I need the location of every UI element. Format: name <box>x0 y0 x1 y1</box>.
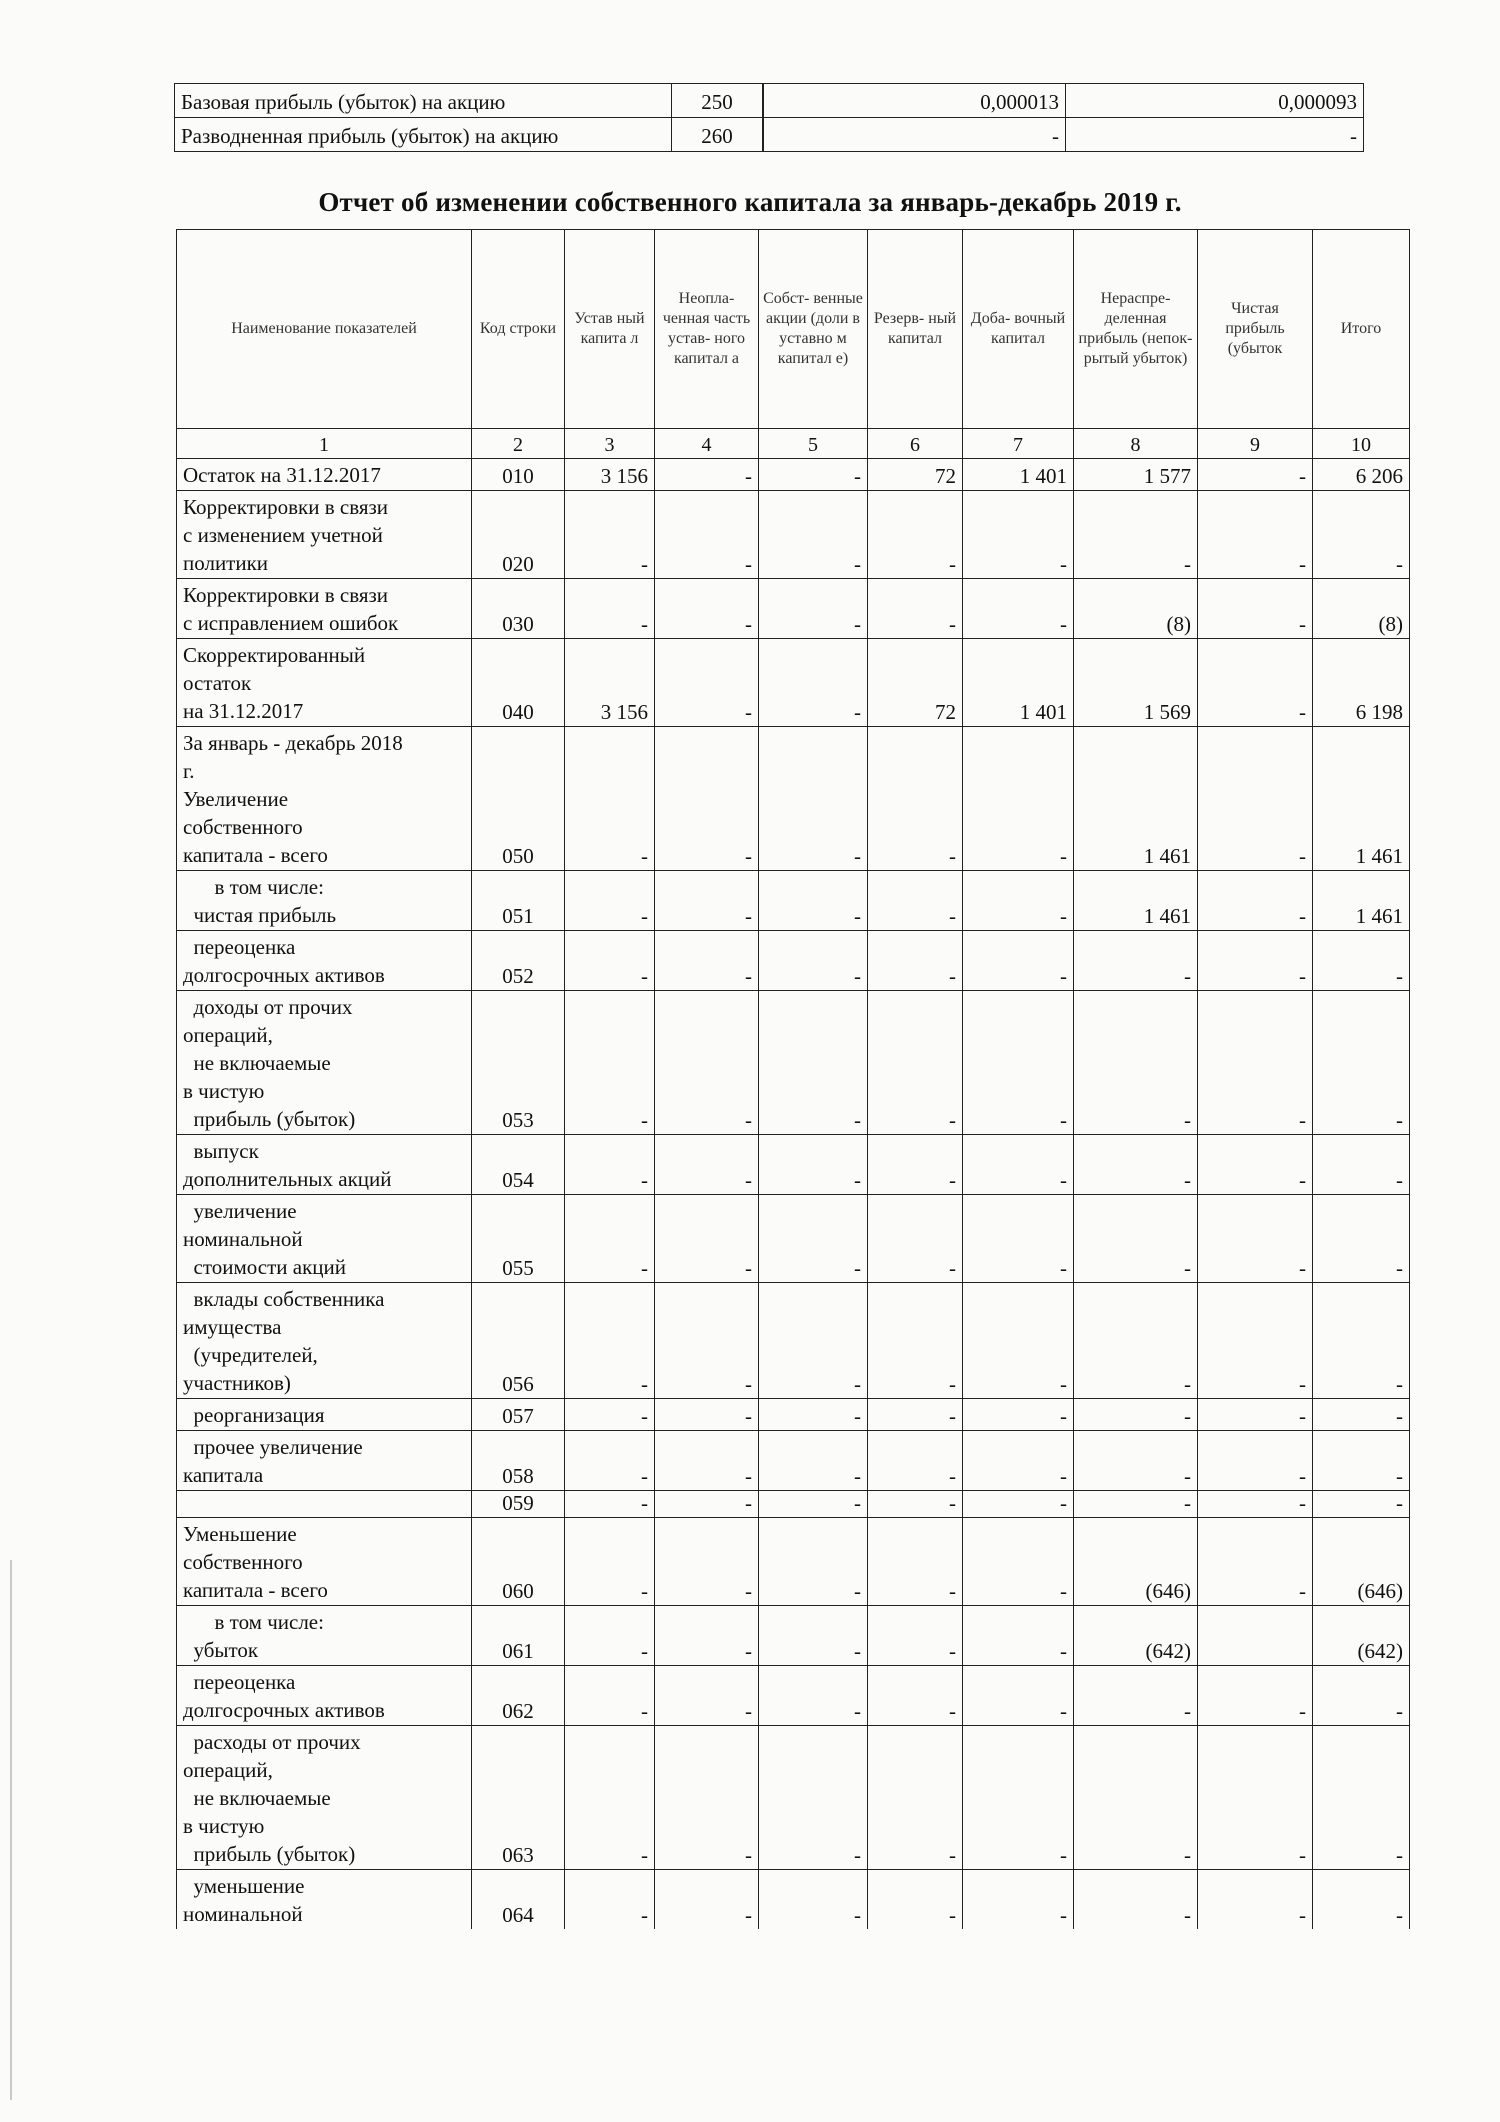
row-value: - <box>1198 1399 1313 1431</box>
row-value: - <box>1198 1491 1313 1518</box>
scan-edge-line <box>10 1560 12 2100</box>
row-value: - <box>759 1491 868 1518</box>
table-row <box>177 579 1410 639</box>
row-value: - <box>868 1135 963 1195</box>
row-value: - <box>565 579 655 639</box>
row-value: - <box>1313 1431 1410 1491</box>
equity-changes-table <box>176 229 1410 1929</box>
row-value: - <box>1074 931 1198 991</box>
row-value: - <box>868 1491 963 1518</box>
row-value: - <box>655 1195 759 1283</box>
table-row <box>177 1726 1410 1870</box>
row-value: - <box>868 491 963 579</box>
row-value: - <box>759 1518 868 1606</box>
row-value: - <box>655 491 759 579</box>
column-header: Код строки <box>472 230 565 429</box>
row-code: 063 <box>472 1726 565 1870</box>
row-name: в том числе: чистая прибыль <box>177 871 472 931</box>
row-code: 020 <box>472 491 565 579</box>
row-value: - <box>1313 491 1410 579</box>
row-value: - <box>655 871 759 931</box>
eps-previous-value: - <box>1066 118 1364 152</box>
row-code: 055 <box>472 1195 565 1283</box>
row-value: - <box>565 491 655 579</box>
row-value: - <box>963 1518 1074 1606</box>
row-value: - <box>1313 1666 1410 1726</box>
eps-row <box>175 84 1364 118</box>
column-header: Итого <box>1313 230 1410 429</box>
row-value: - <box>1313 1726 1410 1870</box>
table-row <box>177 1399 1410 1431</box>
row-value: - <box>868 931 963 991</box>
row-value: 72 <box>868 459 963 491</box>
row-value: - <box>868 1283 963 1399</box>
row-value: 1 401 <box>963 459 1074 491</box>
table-row <box>177 727 1410 871</box>
row-value: - <box>759 579 868 639</box>
column-header: Собст- венные акции (доли в уставно м капитал е) <box>759 230 868 429</box>
row-value: - <box>963 579 1074 639</box>
row-value: - <box>1198 1431 1313 1491</box>
row-name: реорганизация <box>177 1399 472 1431</box>
column-number-row <box>177 429 1410 459</box>
row-value: - <box>868 1431 963 1491</box>
row-value: - <box>565 1491 655 1518</box>
row-code: 062 <box>472 1666 565 1726</box>
eps-name: Базовая прибыль (убыток) на акцию <box>175 84 672 118</box>
row-value: - <box>868 579 963 639</box>
row-value: - <box>759 931 868 991</box>
row-value: - <box>963 1606 1074 1666</box>
row-value: - <box>1198 727 1313 871</box>
column-header: Устав ный капита л <box>565 230 655 429</box>
row-value: - <box>655 639 759 727</box>
row-value: - <box>565 1606 655 1666</box>
row-code: 053 <box>472 991 565 1135</box>
row-value: - <box>565 1726 655 1870</box>
row-name: в том числе: убыток <box>177 1606 472 1666</box>
row-value: - <box>1198 459 1313 491</box>
row-value: - <box>868 1399 963 1431</box>
table-row <box>177 1431 1410 1491</box>
row-value: - <box>1313 931 1410 991</box>
row-value: - <box>963 1431 1074 1491</box>
row-value: - <box>963 1666 1074 1726</box>
row-value: - <box>655 1870 759 1930</box>
row-value: - <box>963 727 1074 871</box>
table-row <box>177 1195 1410 1283</box>
row-name: Скорректированный остаток на 31.12.2017 <box>177 639 472 727</box>
row-value: - <box>1198 491 1313 579</box>
column-number: 5 <box>759 429 868 459</box>
column-number: 4 <box>655 429 759 459</box>
row-name <box>177 1491 472 1518</box>
row-value: - <box>1198 1195 1313 1283</box>
row-code: 050 <box>472 727 565 871</box>
table-row <box>177 639 1410 727</box>
row-value: - <box>963 991 1074 1135</box>
row-value: - <box>1313 1491 1410 1518</box>
row-value: - <box>1074 991 1198 1135</box>
row-value: - <box>655 459 759 491</box>
table-row <box>177 1491 1410 1518</box>
row-code: 060 <box>472 1518 565 1606</box>
column-header: Неопла- ченная часть устав- ного капитал а <box>655 230 759 429</box>
row-value: 6 198 <box>1313 639 1410 727</box>
row-name: переоценка долгосрочных активов <box>177 931 472 991</box>
row-value: - <box>655 1399 759 1431</box>
row-value: - <box>655 1726 759 1870</box>
row-value: (8) <box>1313 579 1410 639</box>
row-value: - <box>868 1666 963 1726</box>
row-value: - <box>963 1726 1074 1870</box>
row-name: уменьшение номинальной <box>177 1870 472 1930</box>
row-value: 1 461 <box>1074 871 1198 931</box>
row-value: - <box>1074 1431 1198 1491</box>
row-value: - <box>655 1491 759 1518</box>
eps-current-value: - <box>764 118 1066 152</box>
row-value: - <box>565 1399 655 1431</box>
row-value: - <box>1198 1870 1313 1930</box>
row-value: - <box>565 931 655 991</box>
row-value: - <box>655 1283 759 1399</box>
row-value: - <box>1198 1283 1313 1399</box>
eps-previous-value: 0,000093 <box>1066 84 1364 118</box>
row-name: Корректировки в связи с исправлением ошибок <box>177 579 472 639</box>
table-row <box>177 1135 1410 1195</box>
row-value: - <box>1074 1399 1198 1431</box>
table-row <box>177 1518 1410 1606</box>
row-value: - <box>655 931 759 991</box>
row-value: - <box>655 1431 759 1491</box>
table-row <box>177 491 1410 579</box>
column-number: 1 <box>177 429 472 459</box>
row-value: 1 577 <box>1074 459 1198 491</box>
table-row <box>177 1666 1410 1726</box>
row-value: - <box>565 1431 655 1491</box>
row-name: выпуск дополнительных акций <box>177 1135 472 1195</box>
row-value: - <box>1198 1666 1313 1726</box>
column-number: 10 <box>1313 429 1410 459</box>
row-value: 1 461 <box>1074 727 1198 871</box>
row-value: - <box>868 1606 963 1666</box>
row-value: - <box>868 1870 963 1930</box>
eps-name: Разводненная прибыль (убыток) на акцию <box>175 118 672 152</box>
row-value: - <box>1074 1666 1198 1726</box>
eps-code: 260 <box>672 118 763 152</box>
row-value: - <box>1313 1195 1410 1283</box>
row-value: - <box>759 871 868 931</box>
row-value: - <box>565 991 655 1135</box>
row-value: (642) <box>1074 1606 1198 1666</box>
row-value: - <box>1074 1195 1198 1283</box>
earnings-per-share-table <box>174 83 1364 152</box>
row-value: - <box>655 1518 759 1606</box>
row-value: 1 461 <box>1313 871 1410 931</box>
row-value: (646) <box>1074 1518 1198 1606</box>
eps-row <box>175 118 1364 152</box>
row-value: 1 569 <box>1074 639 1198 727</box>
row-value: 6 206 <box>1313 459 1410 491</box>
row-name: Уменьшение собственного капитала - всего <box>177 1518 472 1606</box>
row-code: 030 <box>472 579 565 639</box>
row-value: - <box>759 1606 868 1666</box>
eps-current-value: 0,000013 <box>764 84 1066 118</box>
row-name: За январь - декабрь 2018 г. Увеличение собственного капитала - всего <box>177 727 472 871</box>
row-value: - <box>963 1195 1074 1283</box>
row-value: - <box>868 1195 963 1283</box>
row-value: - <box>565 1283 655 1399</box>
row-value: - <box>1313 1283 1410 1399</box>
column-header: Резерв- ный капитал <box>868 230 963 429</box>
column-number: 7 <box>963 429 1074 459</box>
column-header: Наименование показателей <box>177 230 472 429</box>
row-name: Корректировки в связи с изменением учетной политики <box>177 491 472 579</box>
row-name: Остаток на 31.12.2017 <box>177 459 472 491</box>
row-value: - <box>868 871 963 931</box>
row-value: - <box>655 1606 759 1666</box>
row-value: - <box>565 871 655 931</box>
table-header-row <box>177 230 1410 429</box>
row-value: - <box>1198 931 1313 991</box>
row-value: - <box>759 1399 868 1431</box>
table-row <box>177 459 1410 491</box>
row-value: - <box>759 1431 868 1491</box>
row-value: - <box>759 1726 868 1870</box>
row-name: расходы от прочих операций, не включаемые в чистую прибыль (убыток) <box>177 1726 472 1870</box>
column-header: Чистая прибыль (убыток <box>1198 230 1313 429</box>
row-value: - <box>963 491 1074 579</box>
row-value: - <box>759 491 868 579</box>
row-value: - <box>868 1726 963 1870</box>
row-code: 061 <box>472 1606 565 1666</box>
row-value: - <box>655 1666 759 1726</box>
row-value: - <box>1198 579 1313 639</box>
row-value: - <box>759 1283 868 1399</box>
row-value: - <box>1074 1135 1198 1195</box>
column-header: Доба- вочный капитал <box>963 230 1074 429</box>
report-title: Отчет об изменении собственного капитала за январь-декабрь 2019 г. <box>318 187 1182 217</box>
row-value: - <box>1198 1518 1313 1606</box>
row-value: 1 461 <box>1313 727 1410 871</box>
row-value: - <box>759 727 868 871</box>
row-value: - <box>1198 1726 1313 1870</box>
row-value: - <box>1198 871 1313 931</box>
row-code: 056 <box>472 1283 565 1399</box>
row-value: - <box>565 1666 655 1726</box>
row-value: - <box>1198 639 1313 727</box>
row-name: вклады собственника имущества (учредителей, участников) <box>177 1283 472 1399</box>
table-row <box>177 991 1410 1135</box>
row-value: 72 <box>868 639 963 727</box>
row-value: - <box>1198 1135 1313 1195</box>
row-value: - <box>1074 1491 1198 1518</box>
row-value: (646) <box>1313 1518 1410 1606</box>
row-value: - <box>1313 1870 1410 1930</box>
row-code: 051 <box>472 871 565 931</box>
row-value: - <box>868 727 963 871</box>
column-header: Нераспре- деленная прибыль (непок- рытый убыток) <box>1074 230 1198 429</box>
row-code: 064 <box>472 1870 565 1930</box>
row-value: - <box>565 727 655 871</box>
row-name: переоценка долгосрочных активов <box>177 1666 472 1726</box>
row-value: - <box>963 1870 1074 1930</box>
row-value: - <box>1198 991 1313 1135</box>
row-name: доходы от прочих операций, не включаемые в чистую прибыль (убыток) <box>177 991 472 1135</box>
row-value: - <box>1074 1726 1198 1870</box>
row-code: 040 <box>472 639 565 727</box>
row-value: - <box>963 1399 1074 1431</box>
row-value: 3 156 <box>565 639 655 727</box>
row-value: - <box>963 1283 1074 1399</box>
row-value: - <box>1313 1399 1410 1431</box>
table-row <box>177 871 1410 931</box>
row-value: - <box>759 1135 868 1195</box>
row-value: (8) <box>1074 579 1198 639</box>
column-number: 8 <box>1074 429 1198 459</box>
row-value: - <box>1074 1870 1198 1930</box>
row-code: 052 <box>472 931 565 991</box>
row-value: - <box>655 579 759 639</box>
row-value: - <box>565 1195 655 1283</box>
row-value: - <box>963 931 1074 991</box>
row-value: - <box>655 991 759 1135</box>
table-row <box>177 1606 1410 1666</box>
column-number: 9 <box>1198 429 1313 459</box>
eps-code: 250 <box>672 84 763 118</box>
row-value: - <box>1313 1135 1410 1195</box>
row-value: 3 156 <box>565 459 655 491</box>
row-value: - <box>655 1135 759 1195</box>
row-value: - <box>1313 991 1410 1135</box>
row-value: - <box>1074 1283 1198 1399</box>
row-value: - <box>963 871 1074 931</box>
row-value: - <box>759 1195 868 1283</box>
row-value: - <box>565 1870 655 1930</box>
row-value: - <box>655 727 759 871</box>
row-value <box>1198 1606 1313 1666</box>
table-row <box>177 931 1410 991</box>
row-value: - <box>759 459 868 491</box>
row-name: прочее увеличение капитала <box>177 1431 472 1491</box>
row-value: - <box>759 991 868 1135</box>
row-value: - <box>759 1870 868 1930</box>
row-code: 059 <box>472 1491 565 1518</box>
row-value: - <box>868 991 963 1135</box>
row-code: 058 <box>472 1431 565 1491</box>
row-value: - <box>1074 491 1198 579</box>
row-value: - <box>963 1135 1074 1195</box>
column-number: 2 <box>472 429 565 459</box>
row-code: 010 <box>472 459 565 491</box>
row-value: 1 401 <box>963 639 1074 727</box>
table-row <box>177 1870 1410 1930</box>
column-number: 3 <box>565 429 655 459</box>
row-value: - <box>759 639 868 727</box>
row-value: (642) <box>1313 1606 1410 1666</box>
row-value: - <box>565 1135 655 1195</box>
row-code: 054 <box>472 1135 565 1195</box>
row-value: - <box>868 1518 963 1606</box>
table-row <box>177 1283 1410 1399</box>
row-code: 057 <box>472 1399 565 1431</box>
column-number: 6 <box>868 429 963 459</box>
row-value: - <box>759 1666 868 1726</box>
row-value: - <box>565 1518 655 1606</box>
row-value: - <box>963 1491 1074 1518</box>
row-name: увеличение номинальной стоимости акций <box>177 1195 472 1283</box>
